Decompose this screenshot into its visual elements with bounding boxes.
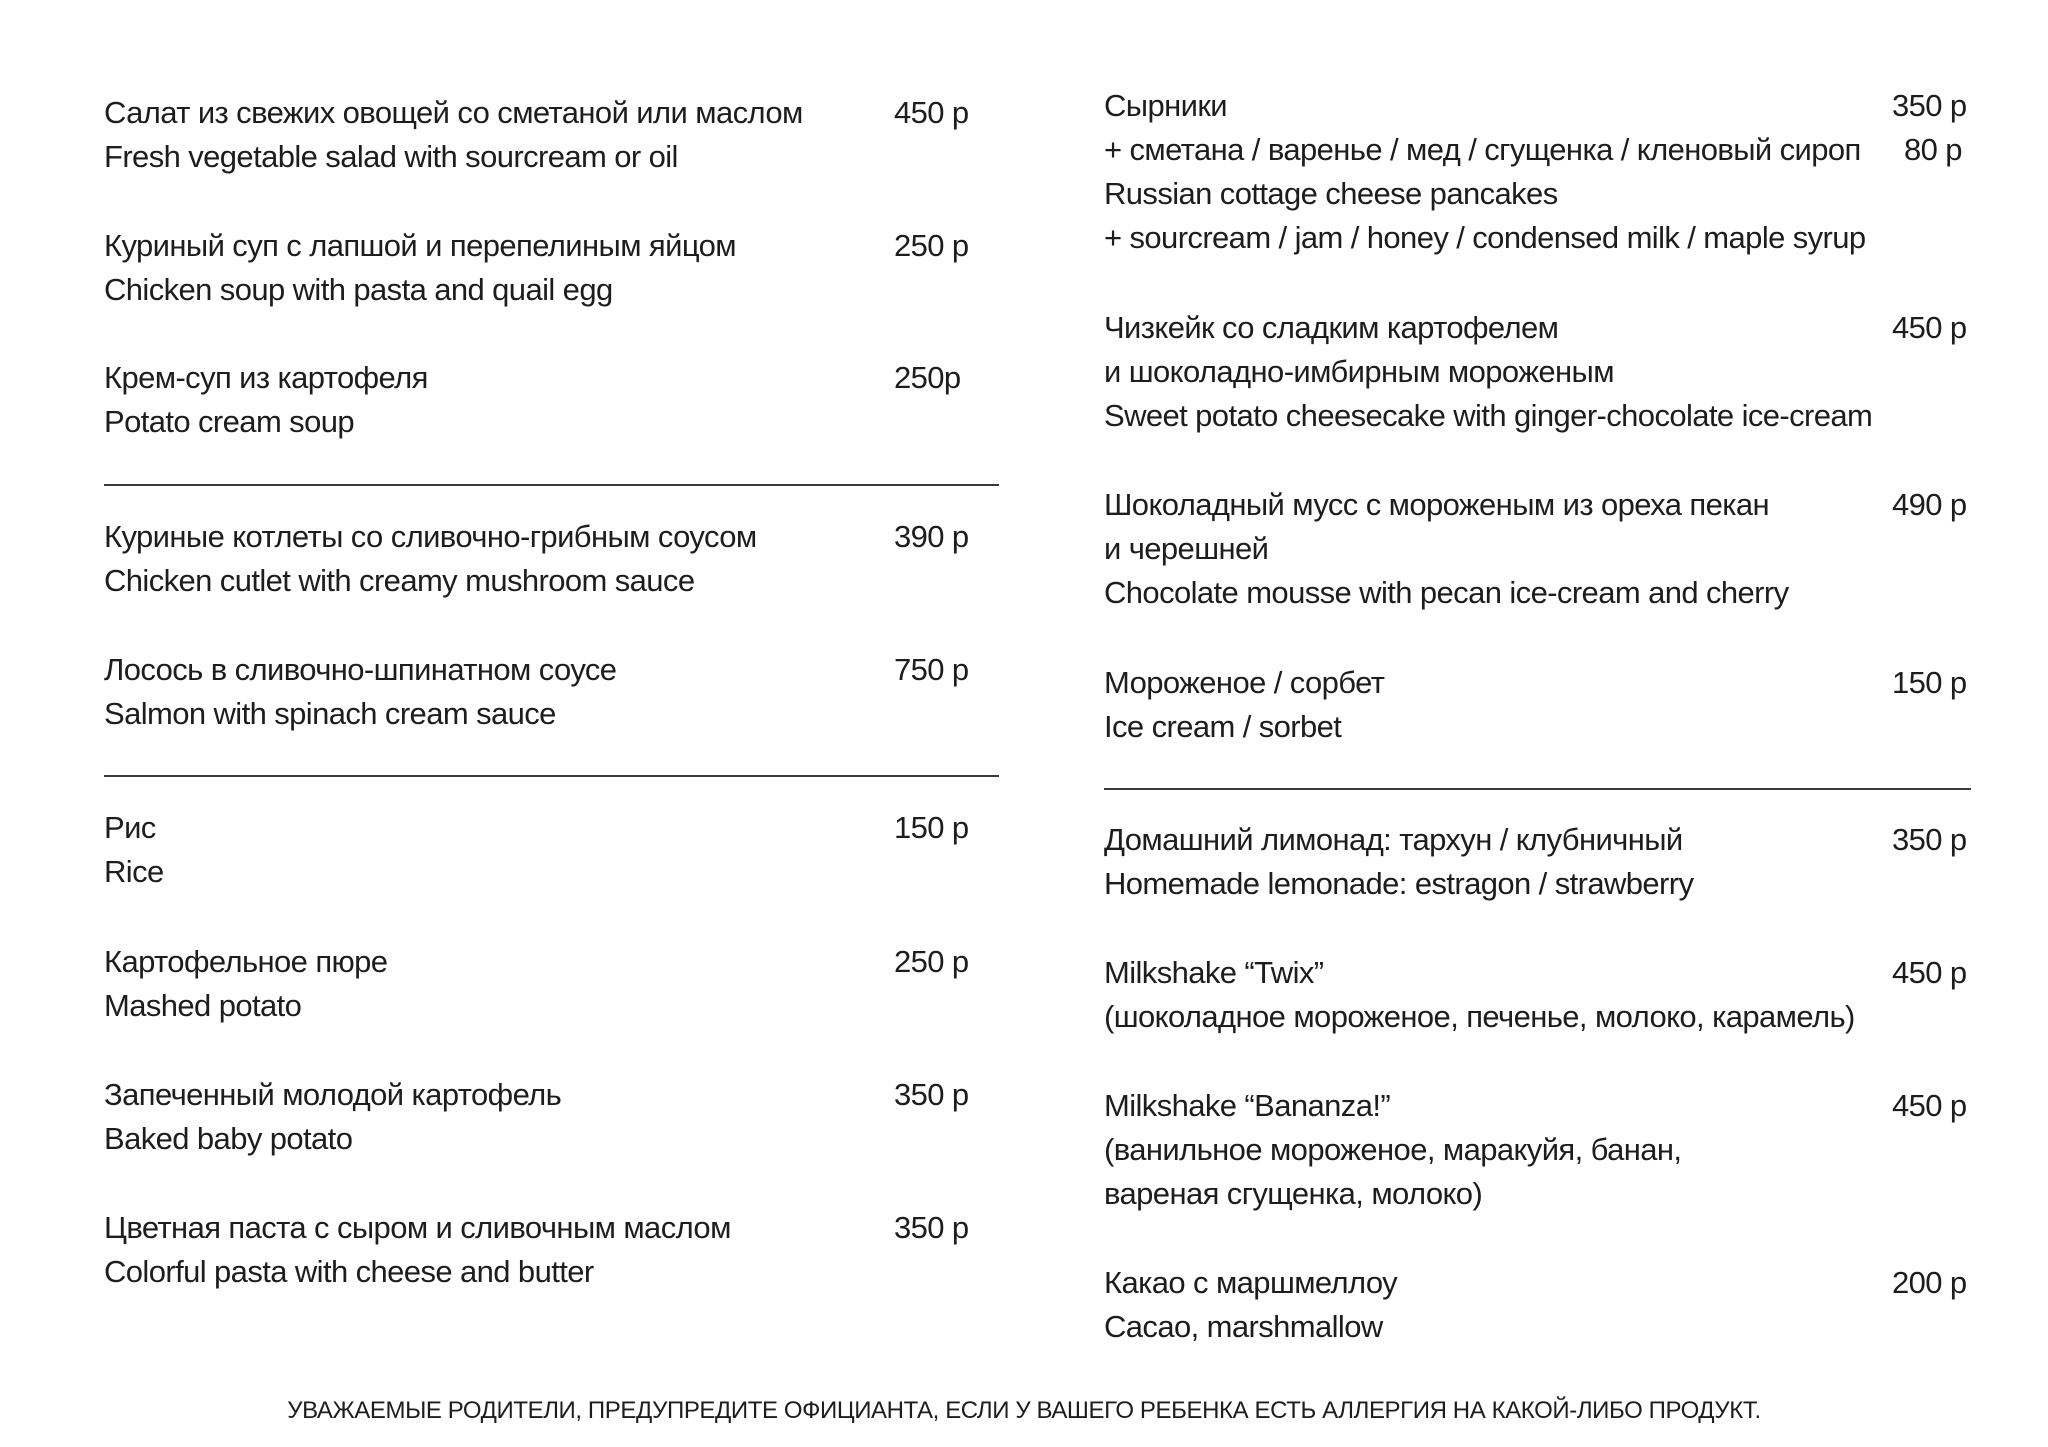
section-divider xyxy=(104,484,999,486)
item-name-en: Chicken cutlet with creamy mushroom sauce xyxy=(104,563,695,598)
item-name-ru: Крем-суп из картофеля xyxy=(104,360,428,395)
menu-item xyxy=(1104,1261,1984,1349)
menu-item xyxy=(104,940,1004,1028)
item-name-en: Fresh vegetable salad with sourcream or oil xyxy=(104,139,678,174)
menu-item xyxy=(1104,84,1984,260)
item-name-en: Chicken soup with pasta and quail egg xyxy=(104,272,613,307)
item-name-ru: Куриный суп с лапшой и перепелиным яйцом xyxy=(104,228,736,263)
menu-item xyxy=(104,648,1004,736)
item-name-ru: Рис xyxy=(104,810,156,845)
item-name-ru: Лосось в сливочно-шпинатном соусе xyxy=(104,652,617,687)
menu-item xyxy=(1104,483,1984,615)
item-name-ru: Цветная паста с сыром и сливочным маслом xyxy=(104,1210,731,1245)
item-line: Шоколадный мусс с мороженым из ореха пекан xyxy=(1104,487,1770,522)
item-line: Milkshake “Bananza!” xyxy=(1104,1088,1391,1123)
item-line: Chocolate mousse with pecan ice-cream and cherry xyxy=(1104,575,1789,610)
item-line: (шоколадное мороженое, печенье, молоко, карамель) xyxy=(1104,999,1855,1034)
item-line: (ванильное мороженое, маракуйя, банан, xyxy=(1104,1132,1682,1167)
item-line: Какао с маршмеллоу xyxy=(1104,1265,1398,1300)
item-line: Ice cream / sorbet xyxy=(1104,709,1342,744)
item-name-en: Salmon with spinach cream sauce xyxy=(104,696,556,731)
item-price: 350 р xyxy=(1892,822,1967,857)
menu-item xyxy=(104,806,1004,894)
item-name-en: Mashed potato xyxy=(104,988,302,1023)
item-line: Sweet potato cheesecake with ginger-chocolate ice-cream xyxy=(1104,398,1873,433)
item-name-en: Rice xyxy=(104,854,164,889)
item-price: 150 р xyxy=(1892,665,1967,700)
allergy-notice: УВАЖАЕМЫЕ РОДИТЕЛИ, ПРЕДУПРЕДИТЕ ОФИЦИАНТА, ЕСЛИ У ВАШЕГО РЕБЕНКА ЕСТЬ АЛЛЕРГИЯ НА КАКОЙ-ЛИБО ПРОДУКТ. xyxy=(287,1397,1761,1424)
item-addon-price: 80 р xyxy=(1904,132,1962,167)
menu-item xyxy=(104,91,1004,179)
item-price: 390 р xyxy=(894,519,969,554)
item-line: вареная сгущенка, молоко) xyxy=(1104,1176,1483,1211)
item-line: Cacao, marshmallow xyxy=(1104,1309,1383,1344)
item-line: Сырники xyxy=(1104,88,1228,123)
item-price: 750 р xyxy=(894,652,969,687)
item-line: Homemade lemonade: estragon / strawberry xyxy=(1104,866,1694,901)
item-price: 450 р xyxy=(1892,955,1967,990)
menu-item xyxy=(104,224,1004,312)
item-line: Чизкейк со сладким картофелем xyxy=(1104,310,1559,345)
item-line: Russian cottage cheese pancakes xyxy=(1104,176,1558,211)
item-price: 250р xyxy=(894,360,961,395)
item-name-ru: Салат из свежих овощей со сметаной или маслом xyxy=(104,95,803,130)
item-price: 490 р xyxy=(1892,487,1967,522)
item-price: 450 р xyxy=(894,95,969,130)
item-name-en: Baked baby potato xyxy=(104,1121,353,1156)
item-price: 250 р xyxy=(894,228,969,263)
menu-item xyxy=(1104,818,1984,906)
item-name-ru: Куриные котлеты со сливочно-грибным соусом xyxy=(104,519,757,554)
menu-item xyxy=(1104,1084,1984,1216)
item-line: и шоколадно-имбирным мороженым xyxy=(1104,354,1614,389)
item-price: 250 р xyxy=(894,944,969,979)
item-price: 200 р xyxy=(1892,1265,1967,1300)
item-name-ru: Запеченный молодой картофель xyxy=(104,1077,562,1112)
item-price: 150 р xyxy=(894,810,969,845)
item-line: + сметана / варенье / мед / сгущенка / кленовый сироп xyxy=(1104,132,1861,167)
item-price: 350 р xyxy=(1892,88,1967,123)
item-line: Домашний лимонад: тархун / клубничный xyxy=(1104,822,1683,857)
section-divider xyxy=(1104,788,1971,790)
item-line: + sourcream / jam / honey / condensed milk / maple syrup xyxy=(1104,220,1866,255)
item-line: Мороженое / сорбет xyxy=(1104,665,1385,700)
menu-item xyxy=(104,1206,1004,1294)
item-price: 450 р xyxy=(1892,1088,1967,1123)
menu-item xyxy=(104,356,1004,444)
menu-item xyxy=(1104,306,1984,438)
item-name-ru: Картофельное пюре xyxy=(104,944,388,979)
menu-item xyxy=(1104,661,1984,749)
menu-item xyxy=(104,1073,1004,1161)
item-line: Milkshake “Twix” xyxy=(1104,955,1324,990)
menu-item xyxy=(104,515,1004,603)
item-price: 350 р xyxy=(894,1077,969,1112)
item-line: и черешней xyxy=(1104,531,1269,566)
item-name-en: Potato cream soup xyxy=(104,404,355,439)
section-divider xyxy=(104,775,999,777)
item-price: 350 р xyxy=(894,1210,969,1245)
menu-item xyxy=(1104,951,1984,1039)
item-price: 450 р xyxy=(1892,310,1967,345)
item-name-en: Colorful pasta with cheese and butter xyxy=(104,1254,594,1289)
